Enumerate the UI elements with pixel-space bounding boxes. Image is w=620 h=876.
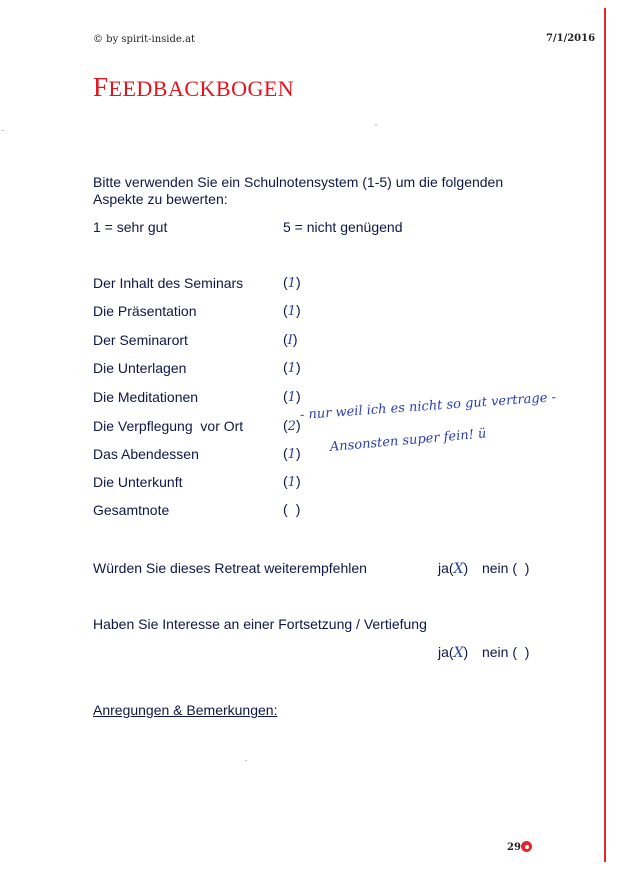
answer-continuation [438,644,529,661]
page-number: 29 [507,842,521,853]
rating-value: 1 [287,447,296,462]
remarks-heading: Anregungen & Bemerkungen: [93,702,278,718]
logo-dot-icon [521,841,532,852]
copyright-header: © by spirit-inside.at [93,34,195,45]
rating-value: 1 [287,475,296,490]
scan-speck [245,760,247,761]
yes-checkmark: X [453,561,464,577]
rating-value: 2 [287,419,296,434]
rating-field[interactable]: (1) [283,302,301,319]
scan-speck [375,124,377,125]
rating-label: Der Seminarort [93,332,188,348]
rating-field[interactable]: (1) [283,274,301,291]
page-title [93,72,294,103]
rating-value: 1 [287,276,296,291]
rating-field[interactable]: (1) [283,445,301,462]
yes-option[interactable]: ja(X) [438,644,469,661]
rating-label: Das Abendessen [93,446,199,462]
rating-label: Der Inhalt des Seminars [93,275,244,291]
handwritten-comment-line1: - nur weil ich es nicht so gut vertrage - [299,390,557,423]
answer-recommend [438,560,529,577]
no-option[interactable]: nein ( ) [481,644,530,660]
rating-label: Die Präsentation [93,303,197,319]
header-date: 7/1/2016 [546,33,596,44]
yes-option[interactable]: ja(X) [438,560,469,577]
rating-label: Die Verpflegung vor Ort [93,418,244,434]
scale-best-label: 1 = sehr gut [93,219,168,235]
instructions-text: Bitte verwenden Sie ein Schulnotensystem (1-5) um die folgenden Aspekte zu bewerten: [93,174,504,207]
handwritten-comment-line2: Ansonsten super fein! ü [329,426,487,455]
scale-worst-label: 5 = nicht genügend [283,219,403,235]
yes-checkmark: X [453,645,464,661]
rating-field[interactable]: (1) [283,359,301,376]
scan-speck [2,130,4,131]
rating-field[interactable]: ( ) [283,501,301,517]
page-edge-red-line [604,8,606,862]
rating-value: 1 [287,390,296,405]
rating-label: Die Meditationen [93,389,199,405]
title-rest: EEDBACKBOGEN [108,76,295,101]
rating-value: 1 [287,304,296,319]
rating-field[interactable]: (2) [283,417,301,434]
no-option[interactable]: nein ( ) [481,560,530,576]
title-initial: F [93,72,109,102]
rating-field[interactable]: (I) [283,331,298,348]
rating-label: Gesamtnote [93,502,170,518]
rating-label: Die Unterkunft [93,474,183,490]
rating-value: I [287,333,293,348]
rating-label: Die Unterlagen [93,360,187,376]
rating-field[interactable]: (1) [283,473,301,490]
rating-value: 1 [287,361,296,376]
question-recommend: Würden Sie dieses Retreat weiterempfehlen [93,560,367,576]
rating-field[interactable]: (1) [283,388,301,405]
question-continuation: Haben Sie Interesse an einer Fortsetzung / Vertiefung [93,616,427,632]
